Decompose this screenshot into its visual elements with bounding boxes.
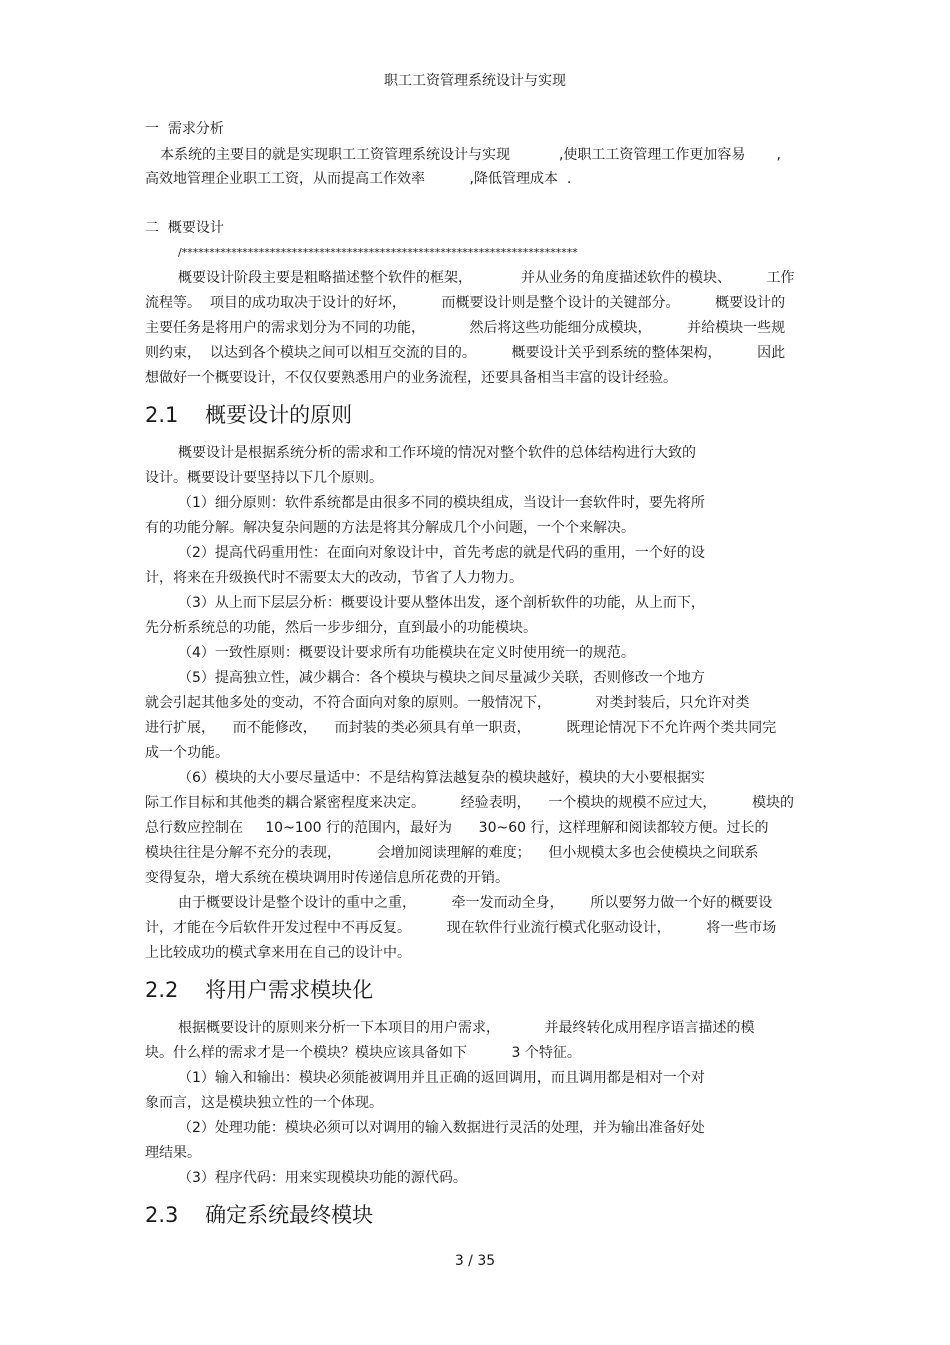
paragraph-line: 高效地管理企业职工工资，从而提高工作效率 ,降低管理成本 .: [145, 171, 572, 187]
paragraph-line: 想做好一个概要设计，不仅仅要熟悉用户的业务流程，还要具备相当丰富的设计经验。: [145, 370, 677, 386]
paragraph-line: （2）提高代码重用性：在面向对象设计中，首先考虑的就是代码的重用，一个好的设: [178, 545, 705, 561]
paragraph-line: 则约束， 以达到各个模块之间可以相互交流的目的。 概要设计关乎到系统的整体架构， 因此: [145, 345, 786, 361]
paragraph-line: 计，将来在升级换代时不需要太大的改动，节省了人力物力。: [145, 570, 523, 586]
paragraph-line: （2）处理功能：模块必须可以对调用的输入数据进行灵活的处理，并为输出准备好处: [178, 1120, 705, 1136]
paragraph-line: 由于概要设计是整个设计的重中之重， 牵一发而动全身， 所以要努力做一个好的概要设: [178, 895, 773, 911]
paragraph-line: 计，才能在今后软件开发过程中不再反复。 现在软件行业流行模式化驱动设计， 将一些市场: [145, 920, 777, 936]
subsection-heading: 2.2 将用户需求模块化: [145, 978, 374, 1002]
paragraph-line: （6）模块的大小要尽量适中：不是结构算法越复杂的模块越好，模块的大小要根据实: [178, 770, 705, 786]
paragraph-line: 概要设计阶段主要是粗略描述整个软件的框架， 并从业务的角度描述软件的模块、 工作: [178, 270, 795, 286]
paragraph-line: 就会引起其他多处的变动，不符合面向对象的原则。一般情况下， 对类封装后，只允许对类: [145, 695, 750, 711]
paragraph-line: 根据概要设计的原则来分析一下本项目的用户需求， 并最终转化成用程序语言描述的模: [178, 1020, 755, 1036]
paragraph-line: （3）程序代码：用来实现模块功能的源代码。: [178, 1170, 467, 1186]
paragraph-line: 象而言，这是模块独立性的一个体现。: [145, 1095, 383, 1111]
subsection-heading: 2.1 概要设计的原则: [145, 403, 353, 427]
paragraph-line: 上比较成功的模式拿来用在自己的设计中。: [145, 945, 411, 961]
paragraph-line: 本系统的主要目的就是实现职工工资管理系统设计与实现 ,使职工工资管理工作更加容易 ,: [160, 147, 782, 163]
paragraph-line: （4）一致性原则：概要设计要求所有功能模块在定义时使用统一的规范。: [178, 645, 635, 661]
paragraph-line: （3）从上而下层层分析：概要设计要从整体出发，逐个剖析软件的功能，从上而下，: [178, 595, 705, 611]
paragraph-line: 变得复杂，增大系统在模块调用时传递信息所花费的开销。: [145, 870, 509, 886]
paragraph-line: 际工作目标和其他类的耦合紧密程度来决定。 经验表明， 一个模块的规模不应过大， 模块的: [145, 795, 795, 811]
paragraph-line: 主要任务是将用户的需求划分为不同的功能， 然后将这些功能细分成模块， 并给模块一些规: [145, 320, 786, 336]
subsection-heading: 2.3 确定系统最终模块: [145, 1203, 374, 1227]
paragraph-line: 设计。概要设计要坚持以下几个原则。: [145, 470, 383, 486]
paragraph-line: （5）提高独立性，减少耦合：各个模块与模块之间尽量减少关联，否则修改一个地方: [178, 670, 705, 686]
paragraph-line: 有的功能分解。解决复杂问题的方法是将其分解成几个小问题，一个个来解决。: [145, 520, 635, 536]
paragraph-line: 先分析系统总的功能，然后一步步细分，直到最小的功能模块。: [145, 620, 537, 636]
paragraph-line: 概要设计是根据系统分析的需求和工作环境的情况对整个软件的总体结构进行大致的: [178, 445, 696, 461]
paragraph-line: （1）细分原则：软件系统都是由很多不同的模块组成，当设计一套软件时，要先将所: [178, 495, 705, 511]
paragraph-line: （1）输入和输出：模块必须能被调用并且正确的返回调用，而且调用都是相对一个对: [178, 1070, 705, 1086]
page-header: 职工工资管理系统设计与实现: [384, 73, 566, 89]
paragraph-line: 成一个功能。: [145, 745, 229, 761]
comment-stars: /************************************************************************: [178, 246, 578, 259]
paragraph-line: 理结果。: [145, 1145, 201, 1161]
section-heading: 一 需求分析: [145, 121, 224, 137]
paragraph-line: 块。什么样的需求才是一个模块？模块应该具备如下 3 个特征。: [145, 1045, 581, 1061]
paragraph-line: 总行数应控制在 10~100 行的范围内，最好为 30~60 行，这样理解和阅读都较方便。过长的: [145, 820, 769, 836]
paragraph-line: 进行扩展， 而不能修改， 而封装的类必须具有单一职责， 既理论情况下不允许两个类共同完: [145, 720, 777, 736]
paragraph-line: 流程等。 项目的成功取决于设计的好坏， 而概要设计则是整个设计的关键部分。 概要设计的: [145, 295, 786, 311]
section-heading: 二 概要设计: [145, 220, 224, 236]
paragraph-line: 模块往往是分解不充分的表现， 会增加阅读理解的难度； 但小规模太多也会使模块之间联系: [145, 845, 759, 861]
page-number: 3 / 35: [454, 1253, 496, 1269]
